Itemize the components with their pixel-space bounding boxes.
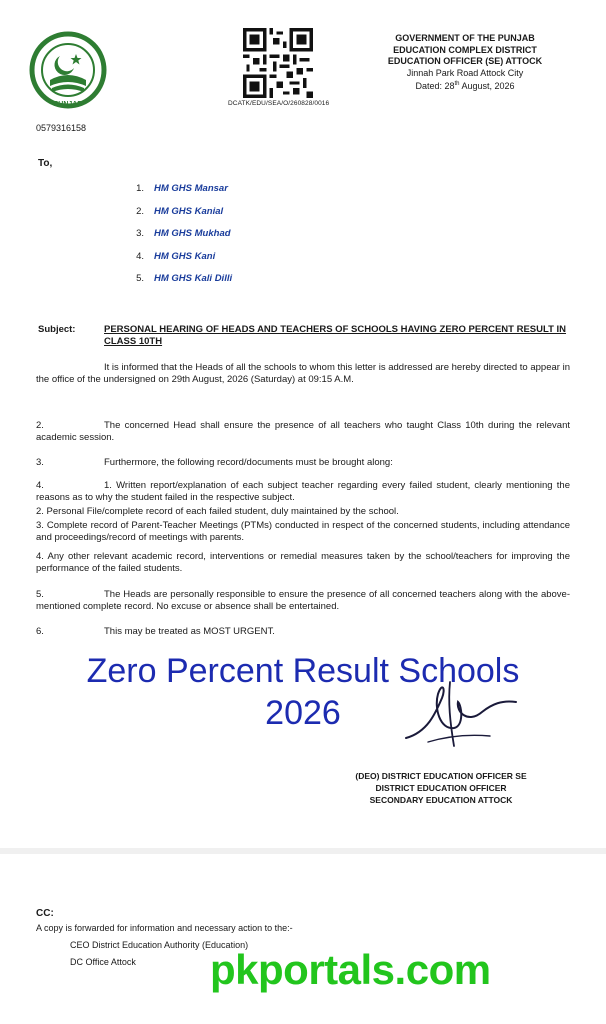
overlay-title-line1: Zero Percent Result Schools xyxy=(86,652,520,690)
cc-item: DC Office Attock xyxy=(70,957,136,967)
paragraph-3: Furthermore, the following record/documents must be brought along: xyxy=(104,457,393,468)
paragraph-5-number: 5. xyxy=(36,589,44,600)
signature-icon xyxy=(398,672,538,752)
letter-date: Dated: 28th August, 2026 xyxy=(415,81,515,91)
gov-line1: GOVERNMENT OF THE PUNJAB xyxy=(395,33,535,43)
cc-label: CC: xyxy=(36,908,54,919)
punjab-government-logo-icon xyxy=(28,30,108,112)
paragraph-3-number: 3. xyxy=(36,457,44,468)
gov-line2: EDUCATION COMPLEX DISTRICT xyxy=(393,44,537,55)
phone-number: 0579316158 xyxy=(36,123,87,133)
subject-text: PERSONAL HEARING OF HEADS AND TEACHERS OF SCHOOLS HAVING ZERO PERCENT RESULT IN CLASS 10TH xyxy=(104,324,567,347)
paragraph-2: The concerned Head shall ensure the presence of all teachers who taught Class 10th during the relevant academic session. xyxy=(36,420,570,443)
recipient-list xyxy=(122,182,232,295)
signatory-line1: (DEO) DISTRICT EDUCATION OFFICER SE xyxy=(355,771,527,781)
signatory-block xyxy=(330,770,552,806)
office-header xyxy=(350,33,580,93)
overlay-title-line2: 2026 xyxy=(265,694,341,732)
logo-text: PUNJAB xyxy=(53,101,83,108)
signatory-line2: DISTRICT EDUCATION OFFICER xyxy=(375,783,507,793)
gov-line3: EDUCATION OFFICER (SE) ATTOCK xyxy=(387,56,543,66)
cc-intro: A copy is forwarded for information and necessary action to the:- xyxy=(36,923,293,933)
subject-label: Subject: xyxy=(38,324,76,335)
paragraph-4-item-3: 3. Complete record of Parent-Teacher Meetings (PTMs) conducted in respect of the concerned students, including attendance and proceedings/record of meetings with parents. xyxy=(36,520,570,543)
list-item: 4. HM GHS Kani xyxy=(136,250,216,262)
paragraph-4-item-1: 1. Written report/explanation of each subject teacher regarding every failed student, clearly mentioning the reasons as to why the student failed in the respective subject. xyxy=(36,480,570,503)
paragraph-5: The Heads are personally responsible to ensure the presence of all concerned teachers along with the above-mentioned complete record. No excuse or absence shall be entertained. xyxy=(36,589,570,612)
salutation: To, xyxy=(38,158,53,169)
list-item: 3. HM GHS Mukhad xyxy=(136,228,231,240)
paragraph-2-number: 2. xyxy=(36,420,44,431)
paragraph-4-number: 4. xyxy=(36,480,44,491)
list-item: 5. HM GHS Kali Dilli xyxy=(136,273,233,285)
site-watermark: pkportals.com xyxy=(210,946,491,993)
signatory-line3: SECONDARY EDUCATION ATTOCK xyxy=(369,795,513,805)
paragraph-4-item-2: 2. Personal File/complete record of each failed student, duly maintained by the school. xyxy=(36,506,399,517)
section-divider xyxy=(0,848,606,854)
office-address: Jinnah Park Road Attock City xyxy=(406,67,524,78)
list-item: 2. HM GHS Kanial xyxy=(136,205,224,217)
reference-number: DCATK/EDU/SEA/O/260828/0016 xyxy=(228,100,330,107)
paragraph-4-item-4: 4. Any other relevant academic record, interventions or remedial measures taken by the school/teachers for improving the performance of the failed students. xyxy=(36,551,570,574)
cc-item: CEO District Education Authority (Education) xyxy=(70,940,249,950)
paragraph-6: This may be treated as MOST URGENT. xyxy=(104,626,275,637)
qr-code-icon xyxy=(243,28,313,98)
paragraph-1: It is informed that the Heads of all the schools to whom this letter is addressed are hereby directed to appear in the office of the undersigned on 29th August, 2026 (Saturday) at 09:15 A.M. xyxy=(36,362,570,385)
paragraph-6-number: 6. xyxy=(36,626,44,637)
list-item: 1. HM GHS Mansar xyxy=(136,183,228,194)
